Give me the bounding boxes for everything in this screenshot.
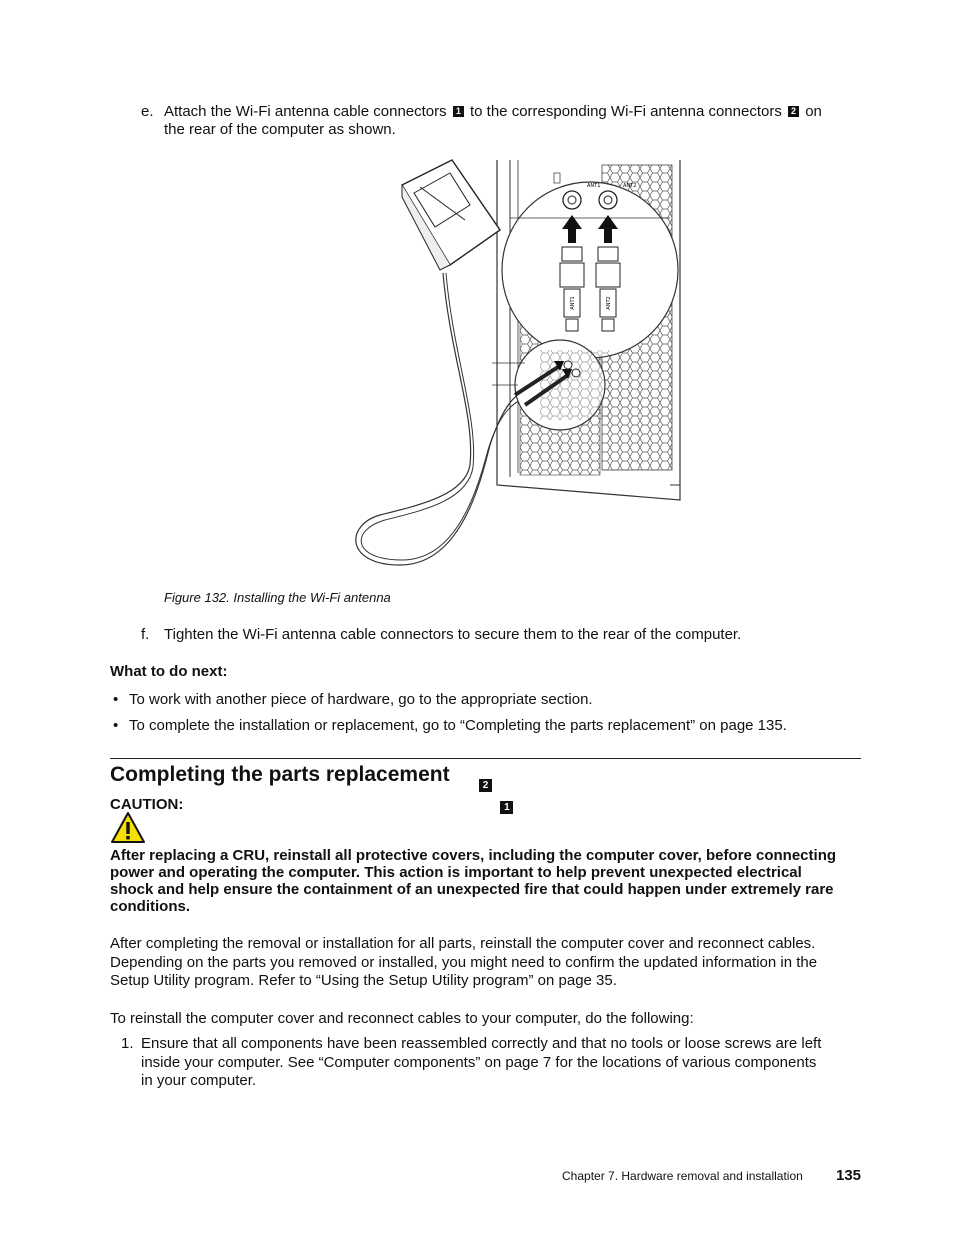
svg-text:ANT2: ANT2 [623, 183, 637, 189]
step-e-text-part3: on [805, 103, 822, 120]
paragraph-1-line-2: Depending on the parts you removed or installed, you might need to confirm the updated information in the [110, 954, 818, 971]
paragraph-1-line-3: Setup Utility program. Refer to “Using the Setup Utility program” on page 35. [110, 972, 617, 989]
what-to-do-next-heading: What to do next: [110, 663, 228, 680]
step-e-line2: the rear of the computer as shown. [164, 121, 396, 138]
step-1-marker: 1. [121, 1035, 134, 1052]
step-e-marker: e. [141, 103, 154, 120]
step-f-text: Tighten the Wi-Fi antenna cable connectors to secure them to the rear of the computer. [164, 626, 742, 643]
callout-badge-2: 2 [788, 106, 799, 117]
callout-badge-1: 1 [453, 106, 464, 117]
caution-line-1: After replacing a CRU, reinstall all protective covers, including the computer cover, before connecting [110, 847, 837, 864]
section-title: Completing the parts replacement [110, 763, 450, 786]
svg-text:ANT2: ANT2 [606, 296, 612, 310]
bullet-item-2: To complete the installation or replacement, go to “Completing the parts replacement” on page 135. [129, 717, 787, 734]
antenna-base [402, 160, 500, 270]
bullet-dot: • [113, 691, 119, 708]
step-e-text-part2: to the corresponding Wi-Fi antenna connectors [470, 103, 782, 120]
paragraph-1-line-1: After completing the removal or installation for all parts, reinstall the computer cover and reconnect cables. [110, 935, 816, 952]
antenna-illustration [340, 155, 685, 570]
page-number: 135 [836, 1167, 862, 1184]
figure-callout-1: 1 [500, 801, 513, 814]
bullet-item-1: To work with another piece of hardware, go to the appropriate section. [129, 691, 593, 708]
figure-callout-2: 2 [479, 779, 492, 792]
paragraph-2: To reinstall the computer cover and reconnect cables to your computer, do the following: [110, 1010, 694, 1027]
caution-line-3: shock and help ensure the containment of an unexpected fire that could happen under extremely rare [110, 881, 834, 898]
section-divider [110, 758, 861, 759]
caution-line-4: conditions. [110, 898, 190, 915]
step-e-text-part1: Attach the Wi-Fi antenna cable connectors [164, 103, 447, 120]
caution-label: CAUTION: [110, 796, 184, 813]
bullet-dot: • [113, 717, 119, 734]
step-f-marker: f. [141, 626, 150, 643]
svg-text:ANT1: ANT1 [570, 296, 576, 310]
footer-chapter: Chapter 7. Hardware removal and installation [562, 1169, 803, 1183]
step-e-line1 [164, 103, 822, 121]
figure-caption: Figure 132. Installing the Wi-Fi antenna [164, 590, 391, 605]
svg-text:ANT1: ANT1 [587, 183, 601, 189]
warning-triangle-icon [110, 811, 146, 844]
step-1-line-3: in your computer. [141, 1072, 257, 1089]
zoom-circle-bottom [515, 340, 610, 430]
step-1-line-2: inside your computer. See “Computer components” on page 7 for the locations of various components [141, 1054, 817, 1071]
caution-line-2: power and operating the computer. This action is important to help prevent unexpected electrical [110, 864, 802, 881]
step-1-line-1: Ensure that all components have been reassembled correctly and that no tools or loose screws are left [141, 1035, 822, 1052]
